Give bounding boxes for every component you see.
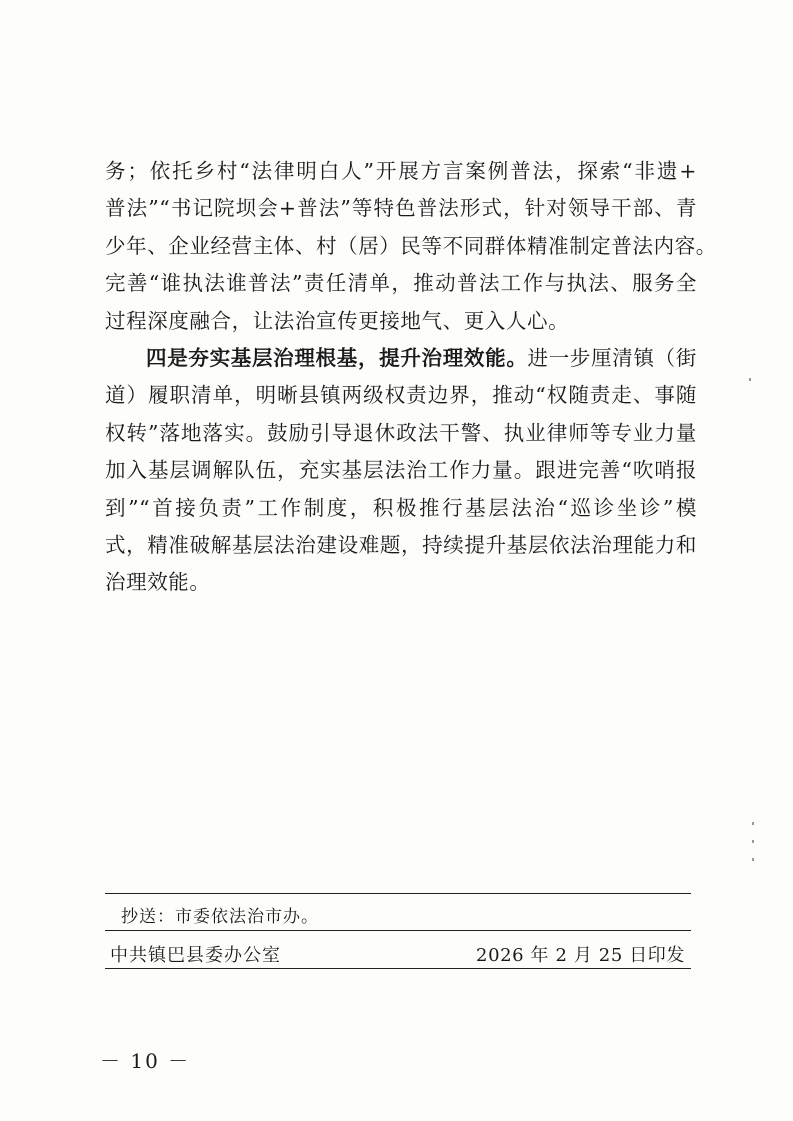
scan-speck [752, 840, 754, 843]
paragraph1-line-5: 过程深度融合，让法治宣传更接地气、更入人心。 [105, 308, 570, 333]
scan-speck [749, 378, 751, 381]
scan-speck [752, 822, 754, 825]
cc-line: 抄送：市委依法治市办。 [121, 907, 319, 927]
body-text [105, 153, 717, 602]
page-number: － 10 － [100, 1049, 191, 1073]
footer-middle-rule [105, 930, 691, 931]
footer-bottom-rule [105, 968, 691, 969]
paragraph2-line-5: 到”“首接负责”工作制度，积极推行基层法治“巡诊坐诊”模 [105, 495, 697, 520]
footer-top-rule [105, 893, 691, 894]
paragraph2-line-3: 权转”落地落实。鼓励引导退休政法干警、执业律师等专业力量 [105, 420, 697, 445]
paragraph1-line-2: 普法”“书记院坝会+普法”等特色普法形式，针对领导干部、青 [105, 196, 697, 221]
paragraph2-line-6: 式，精准破解基层法治建设难题，持续提升基层依法治理能力和 [105, 532, 697, 557]
issuing-office: 中共镇巴县委办公室 [110, 945, 281, 966]
paragraph1-line-4: 完善“谁执法谁普法”责任清单，推动普法工作与执法、服务全 [105, 271, 697, 296]
paragraph2-heading: 四是夯实基层治理根基，提升治理效能。 [146, 345, 528, 370]
paragraph2-line-1-rest: 进一步厘清镇（街 [527, 345, 697, 370]
paragraph2-line-1 [105, 340, 697, 377]
paragraph2-line-4: 加入基层调解队伍，充实基层法治工作力量。跟进完善“吹哨报 [105, 458, 697, 483]
paragraph2-line-7: 治理效能。 [105, 570, 211, 595]
paragraph1-line-1: 务；依托乡村“法律明白人”开展方言案例普法，探索“非遗+ [105, 159, 697, 183]
paragraph2-line-2: 道）履职清单，明晰县镇两级权责边界，推动“权随责走、事随 [105, 383, 697, 408]
issue-date: 2026 年 2 月 25 日印发 [476, 945, 685, 966]
paragraph1-line-3: 少年、企业经营主体、村（居）民等不同群体精准制定普法内容。 [105, 233, 717, 258]
scan-speck [752, 858, 754, 861]
